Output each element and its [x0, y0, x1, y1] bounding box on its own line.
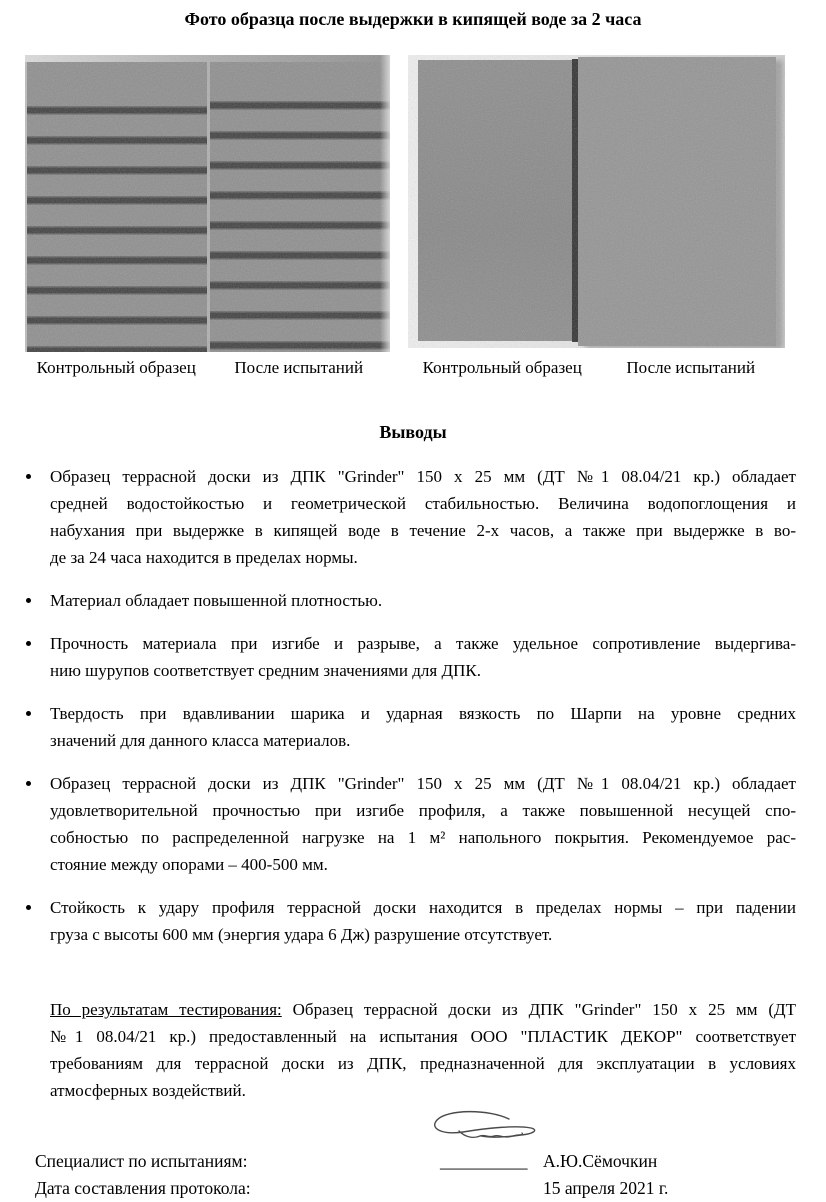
specialist-row — [35, 1148, 796, 1175]
date-label: Дата составления протокола: — [35, 1178, 251, 1198]
conclusion-line: Образец террасной доски из ДПК "Grinder" 150 х 25 мм (ДТ №1 08.04/21 кр.) обладает — [50, 467, 796, 486]
grooved-board-control — [25, 62, 207, 352]
conclusion-line: Материал обладает повышенной плотностью. — [50, 591, 383, 610]
conclusion-line: значений для данного класса материалов. — [50, 731, 351, 750]
conclusion-line: груза с высоты 600 мм (энергия удара 6 Дж) разрушение отсутствует. — [50, 925, 553, 944]
caption-control-sample: Контрольный образец — [36, 358, 196, 377]
conclusion-item — [50, 770, 796, 878]
conclusion-item — [50, 630, 796, 684]
test-result-summary — [50, 996, 796, 1104]
conclusion-line: набухания при выдержке в кипящей воде в течение 2-х часов, а также при выдержке в во- — [50, 521, 796, 540]
captions-grooved-pair — [25, 358, 390, 378]
photo-flat-pair — [408, 55, 785, 348]
summary-line: требованиям для террасной доски из ДПК, предназначенной для эксплуатации в условиях — [50, 1054, 796, 1073]
conclusions-heading: Выводы — [379, 422, 447, 442]
photo-grooved-pair — [25, 55, 390, 352]
bullet-icon — [26, 641, 31, 646]
bullet-icon — [26, 474, 31, 479]
conclusion-item — [50, 587, 796, 614]
conclusion-line: Твердость при вдавливании шарика и ударная вязкость по Шарпи на уровне средних — [50, 704, 796, 723]
date-spacer — [440, 1175, 543, 1202]
caption-after-test: После испытаний — [626, 358, 756, 377]
conclusion-line: Образец террасной доски из ДПК "Grinder" 150 х 25 мм (ДТ №1 08.04/21 кр.) обладает — [50, 774, 796, 793]
summary-line-rest: Образец террасной доски из ДПК "Grinder" 150 х 25 мм (ДТ — [281, 1000, 797, 1019]
caption-control-sample: Контрольный образец — [422, 358, 582, 377]
conclusion-item — [50, 894, 796, 948]
specialist-name: А.Ю.Сёмочкин — [543, 1151, 658, 1171]
flat-board-control — [418, 60, 572, 341]
summary-lead-underlined: По результатам тестирования: — [50, 1000, 282, 1019]
bullet-icon — [26, 781, 31, 786]
conclusion-line: стояние между опорами – 400-500 мм. — [50, 855, 328, 874]
flat-board-tested — [578, 57, 776, 346]
conclusion-line: Стойкость к удару профиля террасной доски находится в пределах нормы – при падении — [50, 898, 796, 917]
summary-line: атмосферных воздействий. — [50, 1081, 246, 1100]
grooved-board-tested — [210, 62, 390, 352]
conclusion-line: де за 24 часа находится в пределах нормы. — [50, 548, 358, 567]
captions-flat-pair — [408, 358, 785, 378]
photo-captions — [25, 358, 801, 378]
conclusion-item — [50, 463, 796, 571]
conclusion-line: удовлетворительной прочностью при изгибе профиля, а также повышенной несущей спо- — [50, 801, 796, 820]
conclusion-line: Прочность материала при изгибе и разрыве, а также удельное сопротивление выдергива- — [50, 634, 796, 653]
bullet-icon — [26, 905, 31, 910]
protocol-date: 15 апреля 2021 г. — [543, 1178, 669, 1198]
page-title: Фото образца после выдержки в кипящей воде за 2 часа — [184, 9, 642, 29]
photos-row — [25, 55, 801, 352]
bullet-icon — [26, 711, 31, 716]
signature-block — [35, 1148, 796, 1202]
conclusions-list — [50, 463, 796, 948]
protocol-date-row — [35, 1175, 796, 1202]
signature-line: __________ — [440, 1151, 528, 1171]
summary-line: №1 08.04/21 кр.) предоставленный на испытания ООО "ПЛАСТИК ДЕКОР" соответствует — [50, 1027, 796, 1046]
signature-scribble — [425, 1106, 550, 1154]
conclusion-line: нию шурупов соответствует средним значениями для ДПК. — [50, 661, 481, 680]
conclusion-line: средней водостойкостью и геометрической стабильностью. Величина водопоглощения и — [50, 494, 796, 513]
conclusion-line: собностью по распределенной нагрузке на 1 м² напольного покрытия. Рекомендуемое рас- — [50, 828, 796, 847]
summary-line — [50, 996, 796, 1023]
specialist-label: Специалист по испытаниям: — [35, 1151, 248, 1171]
conclusion-item — [50, 700, 796, 754]
caption-after-test: После испытаний — [234, 358, 364, 377]
bullet-icon — [26, 598, 31, 603]
